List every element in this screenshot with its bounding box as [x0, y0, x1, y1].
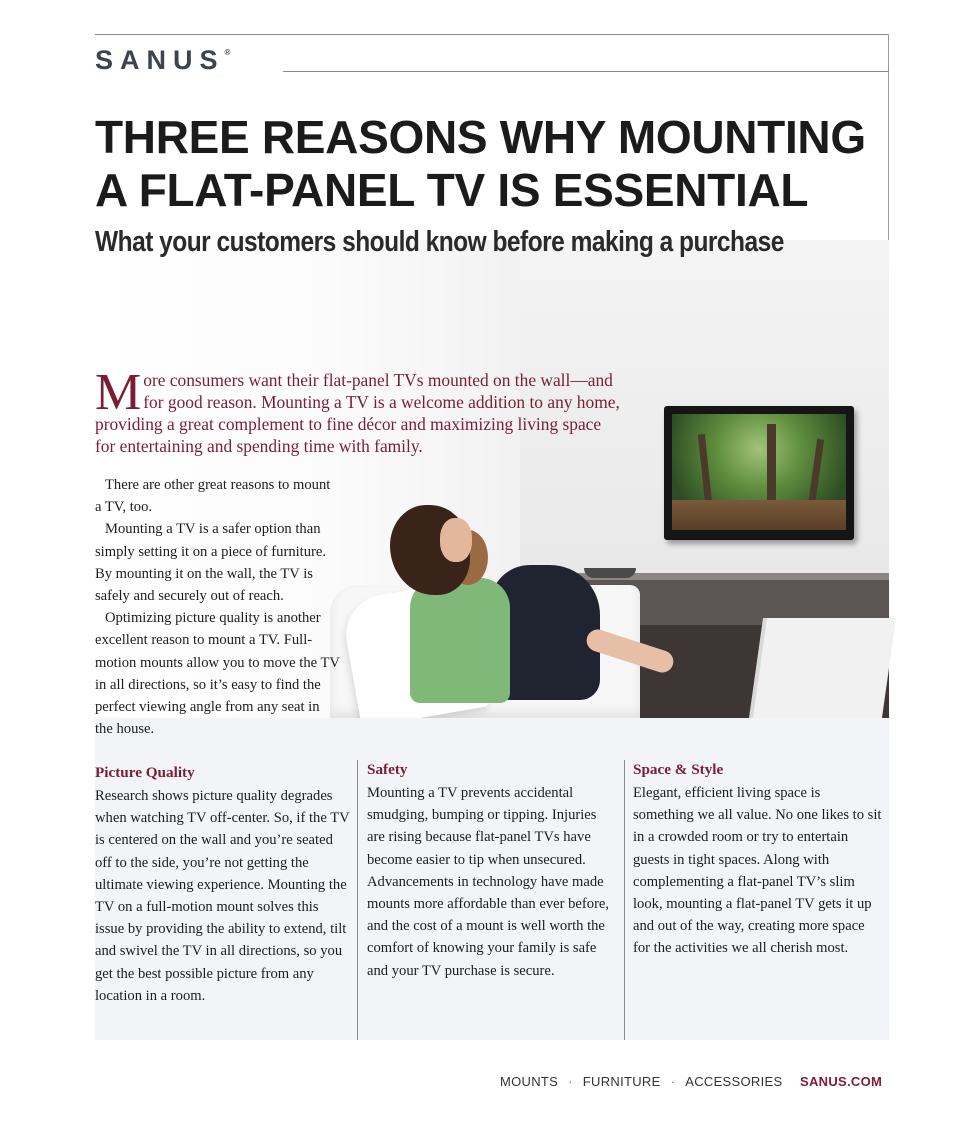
body-paragraph: Optimizing picture quality is another excellent reason to mount a TV. Full-motion mounts allow you to move the TV in all directions, so it’s easy to find the perfect viewing angle from any seat in the house. [95, 610, 340, 738]
footer-nav: MOUNTS · FURNITURE · ACCESSORIES [500, 1074, 783, 1089]
body-paragraph: There are other great reasons to mount a TV, too. [95, 477, 331, 516]
column-text: Mounting a TV prevents accidental smudging, bumping or tipping. Injuries are rising because flat-panel TVs have become easier to tip when unsecured. Advancements in technology have made mounts more affordable than ever before, and the cost of a mount is well worth the comfort of knowing your family is safe and your TV purchase is secure. [367, 785, 610, 979]
column-safety [367, 758, 617, 982]
column-heading: Space & Style [633, 761, 724, 778]
page-subhead: What your customers should know before making a purchase [95, 226, 784, 258]
body-paragraph: Mounting a TV is a safer option than simply setting it on a piece of furniture. By mounting it on the wall, the TV is safely and securely out of reach. [95, 521, 327, 605]
column-text: Elegant, efficient living space is something we all value. No one likes to sit in a crowded room or try to entertain guests in tight spaces. Along with complementing a flat-panel TV’s slim look, mounting a flat-panel TV gets it up and out of the way, creating more space for the activities we all cherish most. [633, 785, 882, 957]
sanus-logo: SANUS® [95, 45, 231, 75]
logo-rule [283, 71, 889, 72]
footer-link-accessories: ACCESSORIES [685, 1074, 783, 1089]
column-divider [357, 760, 358, 1040]
footer-url: SANUS.COM [800, 1074, 883, 1089]
drop-cap: M [95, 364, 142, 421]
wall-mounted-tv [664, 406, 854, 540]
tv-screen-forest [672, 414, 846, 530]
page-headline: THREE REASONS WHY MOUNTING A FLAT-PANEL TV IS ESSENTIAL [95, 111, 866, 216]
column-text: Research shows picture quality degrades when watching TV off-center. So, if the TV is centered on the wall and you’re seated off to the side, you’re not getting the ultimate viewing experience. Mounting the TV on a full-motion mount solves this issue by providing the ability to extend, tilt and swivel the TV in all directions, so you get the best possible picture from any location in a room. [95, 788, 350, 1004]
body-copy [95, 474, 340, 740]
column-space-style [633, 758, 883, 960]
column-divider [624, 760, 625, 1040]
column-picture-quality [95, 761, 351, 1007]
column-heading: Picture Quality [95, 764, 195, 781]
footer-link-furniture: FURNITURE [582, 1074, 661, 1089]
top-rule [95, 34, 889, 35]
column-heading: Safety [367, 761, 408, 778]
bowl-decor [584, 568, 636, 578]
intro-paragraph: More consumers want their flat-panel TVs mounted on the wall—and for good reason. Mounting a TV is a welcome addition to any home, providing a great complement to fine décor and maximizing living space for entertaining and spending time with family. [95, 364, 620, 456]
footer-link-mounts: MOUNTS [500, 1074, 559, 1089]
